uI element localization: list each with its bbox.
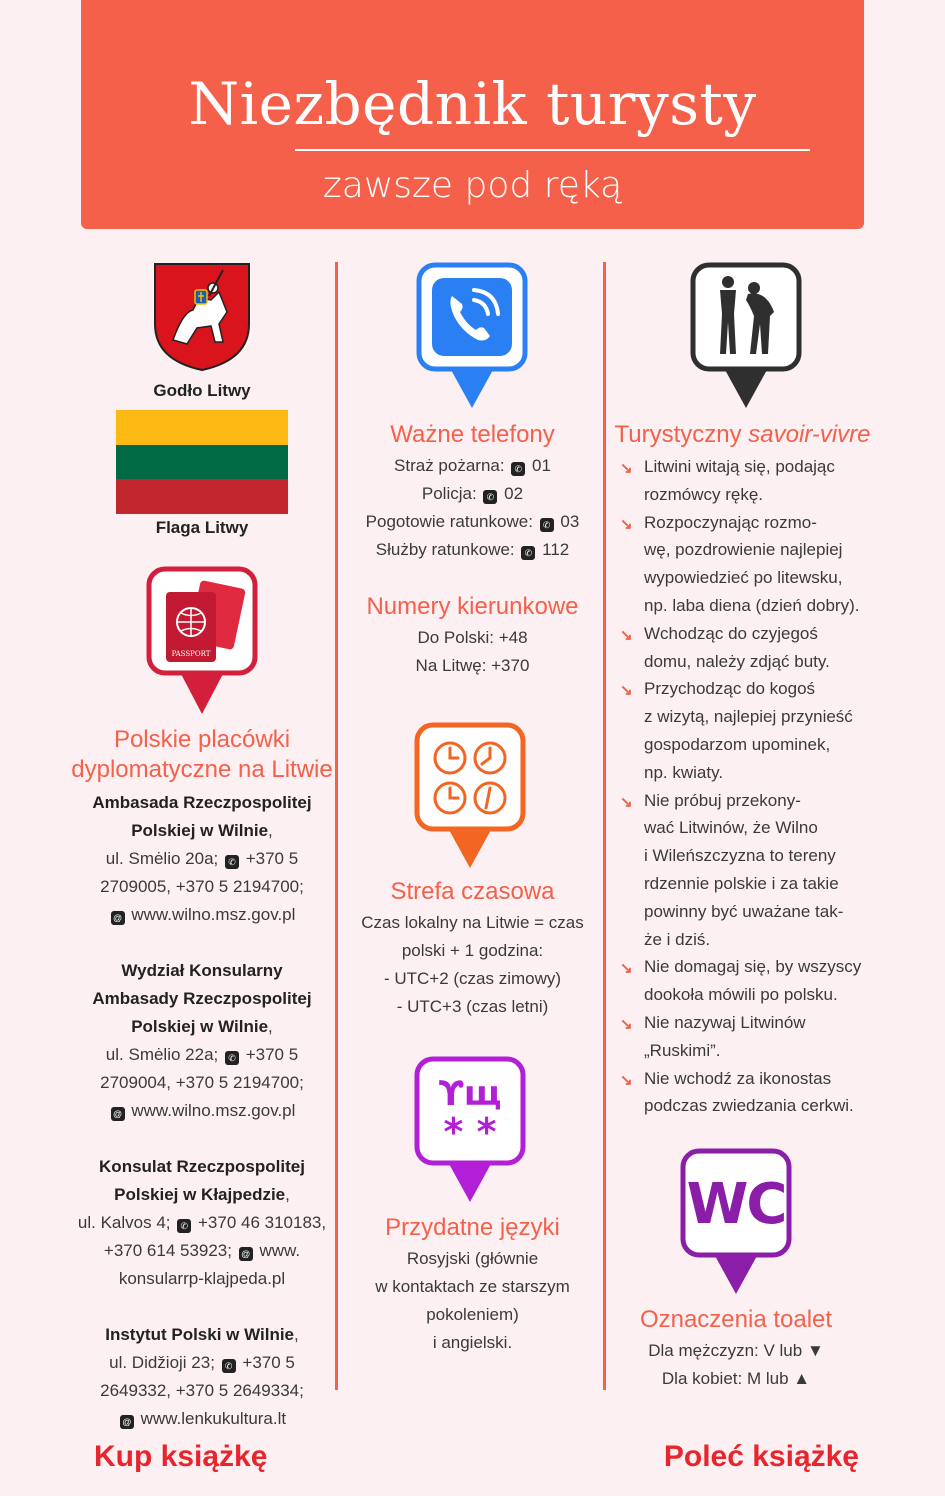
ambulance-label: Pogotowie ratunkowe: xyxy=(365,512,533,531)
list-item: ↘ Nie próbuj przekony- wać Litwinów, że Wilno i Wileńszczyzna to tereny rdzennie polskie i za takie powinny być uważane tak- że i dziś. xyxy=(620,790,844,949)
consular-dept-name-2: Ambasady Rzeczpospolitej xyxy=(92,989,312,1008)
institute-phone-2: 2649332, +370 5 2649334; xyxy=(100,1381,304,1400)
phone-pin-icon xyxy=(416,262,528,410)
wc-label: WC xyxy=(686,1172,786,1237)
left-column-text xyxy=(70,725,334,1433)
consulate-www-link[interactable]: konsularrp-klajpeda.pl xyxy=(118,1269,286,1288)
at-icon: @ xyxy=(239,1247,253,1261)
time-heading: Strefa czasowa xyxy=(390,878,555,905)
languages-pin-icon xyxy=(414,1056,526,1204)
lang-line-4: i angielski. xyxy=(432,1333,513,1352)
svg-text:PASSPORT: PASSPORT xyxy=(171,650,211,658)
fire-number: 01 xyxy=(532,456,551,475)
arrow-icon: ↘ xyxy=(620,460,633,477)
consular-dept-name-3: Polskiej w Wilnie xyxy=(131,1017,269,1036)
diplomatic-heading-line2: dyplomatyczne na Litwie xyxy=(71,756,333,783)
consulate-block: Konsulat Rzeczpospolitej Polskiej w Kłajpedzie, ul. Kalvos 4; ✆ +370 46 310183, +370 614 53923; @ www. konsularrp-klajpeda.pl xyxy=(70,1153,334,1293)
title-underline xyxy=(295,149,810,151)
time-line-2: polski + 1 godzina: xyxy=(401,941,544,960)
consulate-address: ul. Kalvos 4; xyxy=(77,1213,171,1232)
list-item: ↘ Nie domagaj się, by wszyscy dookoła mówili po polsku. xyxy=(620,957,862,1005)
header-banner xyxy=(81,0,864,229)
phones-heading: Ważne telefony xyxy=(390,421,555,448)
list-item: ↘ Litwini witają się, podając rozmówcy rękę. xyxy=(620,457,835,504)
buy-book-link[interactable]: Kup książkę xyxy=(94,1440,268,1473)
consulate-name-1: Konsulat Rzeczpospolitej xyxy=(99,1157,305,1176)
savoir-vivre-heading-plain: Turystyczny xyxy=(614,421,749,448)
phone-icon: ✆ xyxy=(521,546,535,560)
lang-line-2: w kontaktach ze starszym xyxy=(375,1277,570,1296)
passport-icon xyxy=(146,566,258,716)
wc-women: Dla kobiet: M lub ▲ xyxy=(661,1369,811,1388)
middle-column-time xyxy=(350,877,595,1021)
institute-phone-1: +370 5 xyxy=(242,1353,295,1372)
right-column-wc xyxy=(610,1305,862,1393)
arrow-icon: ↘ xyxy=(620,515,633,533)
institute-address: ul. Didžioji 23; xyxy=(109,1353,215,1372)
list-item: ↘ Nie nazywaj Litwinów „Ruskimi”. xyxy=(620,1012,806,1060)
embassy-name-2: Polskiej w Wilnie xyxy=(131,821,269,840)
consulate-www-1[interactable]: www. xyxy=(259,1241,301,1260)
arrow-icon: ↘ xyxy=(620,1071,633,1089)
lithuania-flag xyxy=(116,410,288,514)
phone-icon: ✆ xyxy=(222,1359,236,1373)
wc-men: Dla mężczyzn: V lub ▼ xyxy=(648,1341,824,1360)
institute-www-link[interactable]: www.lenkukultura.lt xyxy=(140,1409,287,1428)
consulate-name-2: Polskiej w Kłajpedzie xyxy=(114,1185,286,1204)
at-icon: @ xyxy=(111,1107,125,1121)
list-item: ↘ Nie wchodź za ikonostas podczas zwiedzania cerkwi. xyxy=(620,1068,854,1116)
savoir-vivre-heading xyxy=(610,420,875,450)
time-line-3: - UTC+2 (czas zimowy) xyxy=(383,969,562,988)
clock-pin-icon xyxy=(414,722,526,870)
embassy-name-1: Ambasada Rzeczpospolitej xyxy=(92,793,312,812)
page-subtitle: zawsze pod ręką xyxy=(322,165,623,206)
at-icon: @ xyxy=(120,1415,134,1429)
phone-icon: ✆ xyxy=(540,518,554,532)
languages-heading: Przydatne języki xyxy=(385,1214,560,1241)
middle-column-languages xyxy=(350,1213,595,1357)
phone-icon: ✆ xyxy=(177,1219,191,1233)
institute-block: Instytut Polski w Wilnie, ul. Didžioji 23; ✆ +370 5 2649332, +370 5 2649334; @ www.lenkukultura.lt xyxy=(70,1321,334,1433)
lang-line-3: pokoleniem) xyxy=(426,1305,519,1324)
recommend-book-link[interactable]: Poleć książkę xyxy=(663,1440,859,1473)
phone-icon: ✆ xyxy=(225,855,239,869)
diplomatic-heading-line1: Polskie placówki xyxy=(113,726,291,753)
savoir-vivre-heading-italic: savoir-vivre xyxy=(748,421,871,448)
languages-glyphs-2: * * xyxy=(443,1110,497,1154)
time-line-1: Czas lokalny na Litwie = czas xyxy=(361,913,584,932)
phone-icon: ✆ xyxy=(511,462,525,476)
police-number: 02 xyxy=(504,484,524,503)
police-label: Policja: xyxy=(421,484,477,503)
consular-dept-phone-1: +370 5 xyxy=(245,1045,299,1064)
consular-dept-block: Wydział Konsularny Ambasady Rzeczpospolitej Polskiej w Wilnie, ul. Smėlio 22a; ✆ +370 5 2709004, +370 5 2194700; @ www.wilno.msz.gov.pl xyxy=(70,957,334,1125)
arrow-icon: ↘ xyxy=(620,793,633,811)
code-lithuania: Na Litwę: +370 xyxy=(415,656,530,675)
flag-stripe-yellow xyxy=(116,410,288,445)
arrow-icon: ↘ xyxy=(620,626,633,644)
arrow-icon: ↘ xyxy=(620,960,633,978)
arrow-icon: ↘ xyxy=(620,682,633,700)
consulate-phone-2: +370 614 53923; xyxy=(103,1241,232,1260)
phone-icon: ✆ xyxy=(225,1051,239,1065)
coat-of-arms-caption: Godło Litwy xyxy=(153,381,251,400)
ambulance-number: 03 xyxy=(560,512,580,531)
codes-heading: Numery kierunkowe xyxy=(366,593,579,620)
bowing-people-pin-icon xyxy=(690,262,802,410)
arrow-icon: ↘ xyxy=(620,1015,633,1033)
embassy-block: Ambasada Rzeczpospolitej Polskiej w Wilnie, ul. Smėlio 20a; ✆ +370 5 2709005, +370 5 2194700; @ www.wilno.msz.gov.pl xyxy=(70,789,334,929)
list-item: ↘ Przychodząc do kogoś z wizytą, najlepiej przynieść gospodarzom upominek, np. kwiaty. xyxy=(620,679,853,782)
list-item: ↘ Rozpoczynając rozmo- wę, pozdrowienie najlepiej wypowiedzieć po litewsku, np. laba diena (dzień dobry). xyxy=(620,512,860,615)
consular-dept-name-1: Wydział Konsularny xyxy=(121,961,283,980)
consular-dept-phone-2: 2709004, +370 5 2194700; xyxy=(100,1073,304,1092)
consular-dept-www-link[interactable]: www.wilno.msz.gov.pl xyxy=(131,1101,296,1120)
flag-stripe-red xyxy=(116,479,288,514)
at-icon: @ xyxy=(111,911,125,925)
code-poland: Do Polski: +48 xyxy=(417,628,528,647)
column-divider-left xyxy=(335,262,338,1390)
embassy-phone-1: +370 5 xyxy=(245,849,299,868)
list-item: ↘ Wchodząc do czyjegoś domu, należy zdjąć buty. xyxy=(620,623,830,671)
savoir-vivre-list xyxy=(620,453,870,1120)
fire-label: Straż pożarna: xyxy=(394,456,505,475)
consular-dept-address: ul. Smėlio 22a; xyxy=(105,1045,219,1064)
wc-pin-icon xyxy=(680,1148,792,1296)
page-title: Niezbędnik turysty xyxy=(188,70,757,138)
emergency-label: Służby ratunkowe: xyxy=(375,540,515,559)
lang-line-1: Rosyjski (głównie xyxy=(406,1249,539,1268)
flag-stripe-green xyxy=(116,445,288,480)
embassy-phone-2: 2709005, +370 5 2194700; xyxy=(100,877,304,896)
embassy-www-link[interactable]: www.wilno.msz.gov.pl xyxy=(131,905,296,924)
wc-heading: Oznaczenia toalet xyxy=(639,1306,833,1333)
column-divider-right xyxy=(603,262,606,1390)
embassy-address: ul. Smėlio 20a; xyxy=(105,849,219,868)
flag-caption: Flaga Litwy xyxy=(155,518,249,537)
middle-column-phones xyxy=(350,420,595,680)
languages-glyphs-1: ϒщ xyxy=(438,1074,502,1114)
institute-name: Instytut Polski w Wilnie xyxy=(105,1325,295,1344)
emergency-number: 112 xyxy=(542,540,570,559)
time-line-4: - UTC+3 (czas letni) xyxy=(396,997,549,1016)
consulate-phone-1: +370 46 310183, xyxy=(197,1213,327,1232)
coat-of-arms-icon xyxy=(153,262,251,372)
phone-icon: ✆ xyxy=(483,490,497,504)
